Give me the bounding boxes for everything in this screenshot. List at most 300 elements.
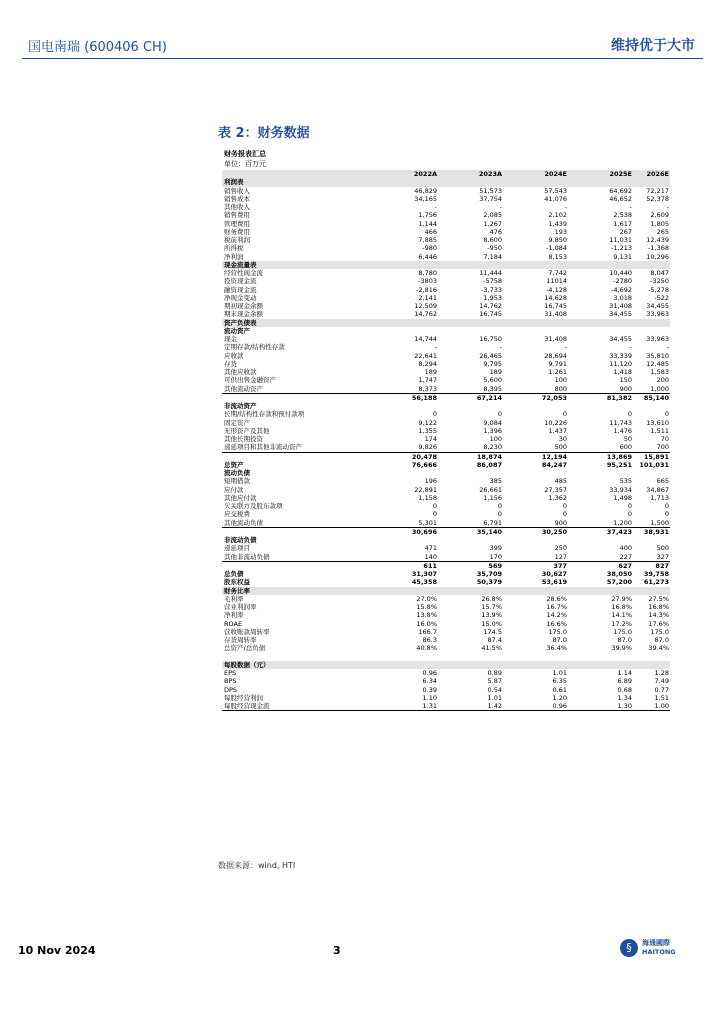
table-cell: 700	[656, 443, 669, 452]
table-cell: 17.6%	[648, 619, 669, 628]
row-label: 每股经营利润	[224, 693, 263, 702]
row-label: 每股经营现金流	[224, 702, 270, 710]
table-cell: 8,600	[483, 236, 502, 244]
table-cell: 569	[488, 561, 502, 570]
table-row	[222, 302, 670, 310]
table-cell: 6.89	[617, 677, 632, 686]
table-cell: 16.0%	[416, 619, 437, 628]
row-label: 递延项目和其他非流动资产	[224, 443, 302, 452]
table-cell: 0	[432, 410, 437, 419]
table-cell: 52,378	[646, 194, 669, 203]
table-cell: 476	[489, 227, 502, 236]
table-cell: -2,816	[416, 285, 437, 294]
table-row	[222, 335, 670, 343]
table-cell: 174.5	[483, 627, 502, 636]
table-row	[222, 385, 670, 393]
table-cell: 9,795	[483, 359, 502, 368]
data-source-note: 数据来源：wind, HTI	[218, 861, 296, 870]
table-row	[222, 211, 670, 219]
table-cell: 175.0	[548, 627, 567, 636]
table-cell: 14,628	[544, 293, 567, 302]
table-cell: -4,128	[546, 285, 567, 294]
table-cell: -4,692	[611, 285, 632, 294]
table-cell: 665	[656, 477, 669, 486]
table-row	[222, 269, 670, 277]
table-cell: 9,084	[483, 418, 502, 427]
table-cell: 27,357	[544, 485, 567, 494]
report-date: 10 Nov 2024	[18, 944, 96, 957]
table-cell: 9,122	[418, 418, 437, 427]
table-cell: 1,418	[613, 368, 632, 376]
table-cell: 45,358	[411, 578, 437, 587]
table-row	[222, 253, 670, 261]
table-cell: 1,267	[483, 219, 502, 228]
table-cell: 466	[424, 227, 437, 236]
table-cell: 9,791	[548, 359, 567, 368]
table-cell: 30,250	[541, 527, 567, 536]
row-label: 其他收入	[224, 203, 250, 211]
table-cell: 67,214	[476, 393, 502, 402]
table-cell: 265	[656, 227, 669, 236]
table-row	[222, 677, 670, 685]
row-label: 其他应收款	[224, 368, 257, 376]
row-label: 欠关联方及股东款项	[224, 502, 283, 510]
table-cell: 101,031	[639, 460, 669, 469]
table-title: 表 2：财务数据	[218, 126, 310, 141]
row-label: BPS	[224, 677, 237, 686]
table-cell: 1,498	[613, 493, 632, 502]
table-row	[222, 702, 670, 711]
section-header-row	[222, 587, 670, 595]
table-row	[222, 510, 670, 518]
table-row	[222, 220, 670, 228]
table-cell: 7,742	[548, 269, 567, 277]
table-cell: -	[629, 203, 632, 211]
table-cell: 84,247	[541, 460, 567, 469]
table-cell: 7.49	[654, 677, 669, 686]
table-cell: 175.0	[613, 627, 632, 636]
table-cell: 85,140	[643, 393, 669, 402]
table-cell: 86,087	[476, 460, 502, 469]
table-cell: 81,382	[606, 393, 632, 402]
table-cell: 5,301	[418, 518, 437, 527]
table-cell: 16.6%	[546, 619, 567, 628]
table-cell: -5758	[483, 277, 502, 286]
table-cell: 12,509	[414, 302, 437, 310]
table-cell: 39.9%	[611, 644, 632, 653]
table-cell: 27.9%	[611, 594, 632, 603]
table-row	[222, 669, 670, 677]
row-label: 应收款	[224, 351, 244, 360]
table-row	[222, 352, 670, 360]
table-cell: 100	[489, 435, 502, 443]
table-cell: 189	[489, 368, 502, 376]
table-cell: 1,617	[613, 219, 632, 228]
table-cell: 0.96	[422, 669, 437, 677]
table-row	[222, 195, 670, 203]
table-row	[222, 435, 670, 443]
row-label: 流动负债	[224, 469, 250, 477]
table-cell: 0	[497, 510, 502, 519]
table-cell: 227	[619, 552, 632, 561]
row-label: 财务比率	[224, 586, 250, 595]
row-label: 投资现金流	[224, 277, 257, 286]
table-cell: 5,600	[483, 376, 502, 385]
table-cell: 6.35	[552, 677, 567, 686]
table-cell: 76,666	[411, 460, 437, 469]
table-cell: 189	[424, 368, 437, 376]
row-label: 营业利润率	[224, 603, 257, 611]
table-cell: 30,627	[541, 570, 567, 578]
table-cell: 50,379	[476, 578, 502, 587]
table-cell: 37,754	[479, 194, 502, 203]
table-row	[222, 603, 670, 611]
table-cell: 611	[423, 561, 437, 570]
report-ticker: 国电南瑞 (600406 CH)	[28, 40, 167, 55]
table-cell: 0	[627, 502, 632, 510]
page-number: 3	[333, 944, 341, 957]
table-cell: 16,745	[544, 302, 567, 310]
table-header-row	[222, 170, 670, 178]
table-cell: 61,273	[643, 578, 669, 587]
table-cell: 11,444	[479, 269, 502, 277]
row-label: 利润表	[224, 178, 244, 187]
row-label: 无形资产及其他	[224, 426, 270, 435]
table-cell: 22,891	[414, 485, 437, 494]
table-cell: 57,200	[606, 578, 632, 587]
table-cell: 27.5%	[648, 594, 669, 603]
table-cell: 2,609	[650, 211, 669, 220]
row-label: 毛利率	[224, 594, 244, 603]
rating-label: 维持优于大市	[611, 38, 695, 54]
haitong-logo-icon: §	[620, 939, 638, 957]
row-label: 应付款	[224, 485, 244, 494]
table-cell: 1.14	[617, 669, 632, 677]
table-cell: 2,102	[548, 211, 567, 220]
table-row	[222, 611, 670, 619]
table-cell: 15.7%	[481, 603, 502, 611]
table-cell: 1,756	[418, 211, 437, 220]
table-cell: 17.2%	[611, 619, 632, 628]
row-label: DPS	[224, 685, 238, 694]
table-cell: 12,439	[646, 236, 669, 244]
table-cell: 600	[619, 443, 632, 452]
table-cell: 87.0	[654, 636, 669, 644]
group-header-row	[222, 578, 670, 586]
row-label: 营收账款周转率	[224, 627, 270, 636]
table-cell: 10,226	[544, 418, 567, 427]
row-label: 存货周转率	[224, 636, 257, 644]
table-cell: 16.7%	[546, 603, 567, 611]
table-cell: 1.51	[654, 693, 669, 702]
table-cell: 11014	[546, 277, 567, 286]
table-cell: 0.77	[654, 685, 669, 694]
row-label: 税前利润	[224, 236, 250, 244]
table-cell: 95,251	[606, 460, 632, 469]
table-cell: 1,439	[548, 219, 567, 228]
table-cell: 1,144	[418, 219, 437, 228]
table-cell: 50	[623, 435, 632, 443]
table-cell: 140	[424, 552, 437, 561]
table-cell: 12,485	[646, 359, 669, 368]
table-row	[222, 694, 670, 702]
table-cell: 34,455	[646, 302, 669, 310]
table-cell: 16.8%	[648, 603, 669, 611]
table-cell: 0	[562, 502, 567, 510]
table-cell: 13,610	[646, 418, 669, 427]
table-row	[222, 628, 670, 636]
table-cell: 34,867	[646, 485, 669, 494]
table-cell: 1.31	[422, 702, 437, 710]
table-cell: 8,294	[418, 359, 437, 368]
table-cell: 196	[424, 477, 437, 486]
table-row	[222, 553, 670, 561]
haitong-logo	[620, 938, 680, 960]
table-cell: -2780	[613, 277, 632, 286]
table-cell: 1.00	[654, 702, 669, 710]
table-cell: 200	[656, 376, 669, 385]
table-cell: 2,085	[483, 211, 502, 220]
table-cell: -	[666, 343, 669, 352]
table-cell: 56,188	[411, 393, 437, 402]
table-row	[222, 494, 670, 502]
table-cell: 0	[627, 410, 632, 419]
table-cell: 1,355	[418, 426, 437, 435]
table-row	[222, 203, 670, 211]
table-cell: 627	[618, 561, 632, 570]
table-cell: 500	[554, 443, 567, 452]
group-header-row	[222, 327, 670, 335]
row-label: 非流动资产	[224, 402, 257, 410]
table-cell: -5,278	[648, 285, 669, 294]
table-cell: 51,573	[479, 186, 502, 195]
table-cell: -1,213	[611, 244, 632, 253]
table-cell: 31,408	[609, 302, 632, 310]
row-label: 其他流动资产	[224, 384, 263, 393]
table-row	[222, 427, 670, 435]
table-cell: -950	[487, 244, 502, 253]
table-cell: 8,047	[650, 269, 669, 277]
subtotal-row	[222, 561, 670, 570]
table-cell: 127	[554, 552, 567, 561]
table-row	[222, 486, 670, 494]
table-cell: 1.01	[487, 693, 502, 702]
spacer-row	[222, 653, 670, 661]
table-cell: 327	[656, 552, 669, 561]
table-cell: 30	[558, 435, 567, 443]
table-cell: 31,307	[411, 570, 437, 578]
table-cell: -1,368	[648, 244, 669, 253]
table-cell: 1,000	[650, 384, 669, 393]
logo-chinese-text: 海通國際	[642, 939, 670, 947]
table-row	[222, 187, 670, 195]
column-header: 2022A	[413, 170, 437, 178]
table-cell: 27.0%	[416, 594, 437, 603]
table-cell: 0.39	[422, 685, 437, 694]
table-cell: 827	[655, 561, 669, 570]
column-header: 2025E	[609, 170, 632, 178]
table-cell: 11,031	[609, 236, 632, 244]
table-cell: 0	[432, 502, 437, 510]
row-label: 销售费用	[224, 211, 250, 220]
table-cell: 46,829	[414, 186, 437, 195]
row-label: 股东权益	[224, 578, 250, 587]
table-cell: -	[434, 343, 437, 352]
table-cell: -	[434, 203, 437, 211]
table-cell: 14.2%	[546, 611, 567, 620]
table-cell: 1.01	[552, 669, 567, 677]
table-cell: 1.42	[487, 702, 502, 710]
table-cell: 7,885	[418, 236, 437, 244]
table-row	[222, 244, 670, 252]
table-cell: 57,543	[544, 186, 567, 195]
table-cell: -3250	[650, 277, 669, 286]
table-row	[222, 595, 670, 603]
table-cell: 0	[664, 502, 669, 510]
row-label: 财务费用	[224, 227, 250, 236]
table-cell: 1.20	[552, 693, 567, 702]
table-cell: 64,692	[609, 186, 632, 195]
table-cell: 250	[554, 544, 567, 553]
table-cell: 1,511	[650, 426, 669, 435]
table-cell: 5.87	[487, 677, 502, 686]
table-cell: 10,296	[646, 252, 669, 261]
table-row	[222, 360, 670, 368]
table-cell: 14,762	[414, 310, 437, 319]
row-label: 其他长期投资	[224, 435, 263, 443]
table-cell: 193	[554, 227, 567, 236]
table-cell: 1,953	[483, 293, 502, 302]
table-cell: 0	[562, 410, 567, 419]
table-cell: -	[666, 203, 669, 211]
table-cell: 28,694	[544, 351, 567, 360]
table-cell: 16.8%	[611, 603, 632, 611]
table-cell: 174	[424, 435, 437, 443]
table-cell: 1,583	[650, 368, 669, 376]
table-row	[222, 443, 670, 451]
table-cell: 30,696	[411, 527, 437, 536]
table-cell: 8,373	[418, 384, 437, 393]
table-cell: -	[499, 343, 502, 352]
row-label: 净现金变动	[224, 293, 257, 302]
table-cell: 18,874	[476, 452, 502, 461]
section-header-row	[222, 261, 670, 269]
table-cell: 39.4%	[648, 644, 669, 653]
table-cell: 87.0	[617, 636, 632, 644]
header-divider	[22, 58, 703, 59]
table-cell: 28.6%	[546, 594, 567, 603]
table-cell: 13.8%	[416, 611, 437, 620]
table-cell: 70	[660, 435, 669, 443]
row-label: 短期借款	[224, 477, 250, 486]
table-cell: 399	[489, 544, 502, 553]
row-label: 净利率	[224, 611, 244, 620]
row-label: 每股数据（元）	[224, 660, 270, 669]
column-header: 2026E	[646, 170, 669, 178]
table-subtitle: 财务报表汇总	[224, 150, 266, 158]
row-label: 其他流动负债	[224, 518, 263, 527]
table-cell: 6.34	[422, 677, 437, 686]
table-cell: -980	[422, 244, 437, 253]
table-cell: 8,780	[418, 269, 437, 277]
row-label: 总资产	[224, 460, 244, 469]
table-cell: 87.0	[552, 636, 567, 644]
row-label: 所得税	[224, 244, 244, 253]
table-cell: 46,652	[609, 194, 632, 203]
column-header: 2023A	[478, 170, 502, 178]
row-label: 存货	[224, 359, 237, 368]
table-cell: 35,709	[476, 570, 502, 578]
row-label: EPS	[224, 669, 237, 677]
table-cell: -1,084	[546, 244, 567, 253]
table-cell: 34,165	[414, 194, 437, 203]
row-label: 销售成本	[224, 194, 250, 203]
table-cell: 1,396	[483, 426, 502, 435]
table-row	[222, 228, 670, 236]
table-cell: 40.8%	[416, 644, 437, 653]
table-cell: 1,805	[650, 219, 669, 228]
table-cell: 267	[619, 227, 632, 236]
table-cell: 1,158	[418, 493, 437, 502]
table-row	[222, 544, 670, 552]
table-cell: 33,963	[646, 335, 669, 343]
table-cell: 100	[554, 376, 567, 385]
table-cell: -522	[654, 293, 669, 302]
row-label: 总资产/总负债	[224, 644, 266, 653]
financial-table	[222, 170, 670, 711]
table-row	[222, 477, 670, 485]
row-label: 资产负债表	[224, 318, 257, 327]
row-label: 长期/结构性存款和预付款项	[224, 410, 305, 419]
table-cell: 1,476	[613, 426, 632, 435]
table-cell: 0	[664, 510, 669, 519]
table-cell: -	[564, 203, 567, 211]
subtotal-row	[222, 393, 670, 402]
table-cell: 0.68	[617, 685, 632, 694]
row-label: 递延项目	[224, 544, 250, 553]
table-cell: 14,762	[479, 302, 502, 310]
table-cell: 13,869	[606, 452, 632, 461]
table-cell: 31,408	[544, 335, 567, 343]
row-label: 总负债	[224, 570, 244, 578]
table-cell: 12,194	[541, 452, 567, 461]
table-cell: 22,641	[414, 351, 437, 360]
table-cell: 0.61	[552, 685, 567, 694]
table-row	[222, 236, 670, 244]
table-cell: 16,750	[479, 335, 502, 343]
table-cell: 33,963	[646, 310, 669, 319]
table-row	[222, 368, 670, 376]
table-cell: 31,408	[544, 310, 567, 319]
row-label: 现金流量表	[224, 260, 257, 269]
row-label: 期初现金余额	[224, 302, 263, 310]
table-cell: 34,455	[609, 310, 632, 319]
table-row	[222, 502, 670, 510]
table-cell: 2,538	[613, 211, 632, 220]
table-cell: 38,050	[606, 570, 632, 578]
table-unit: 单位：百万元	[224, 160, 266, 168]
table-cell: 33,934	[609, 485, 632, 494]
table-cell: 41,076	[544, 194, 567, 203]
table-cell: 377	[553, 561, 567, 570]
table-cell: 0	[432, 510, 437, 519]
table-row	[222, 410, 670, 418]
table-cell: 1,713	[650, 493, 669, 502]
table-cell: -	[629, 343, 632, 352]
table-cell: 150	[619, 376, 632, 385]
group-header-row	[222, 469, 670, 477]
table-cell: 1,362	[548, 493, 567, 502]
